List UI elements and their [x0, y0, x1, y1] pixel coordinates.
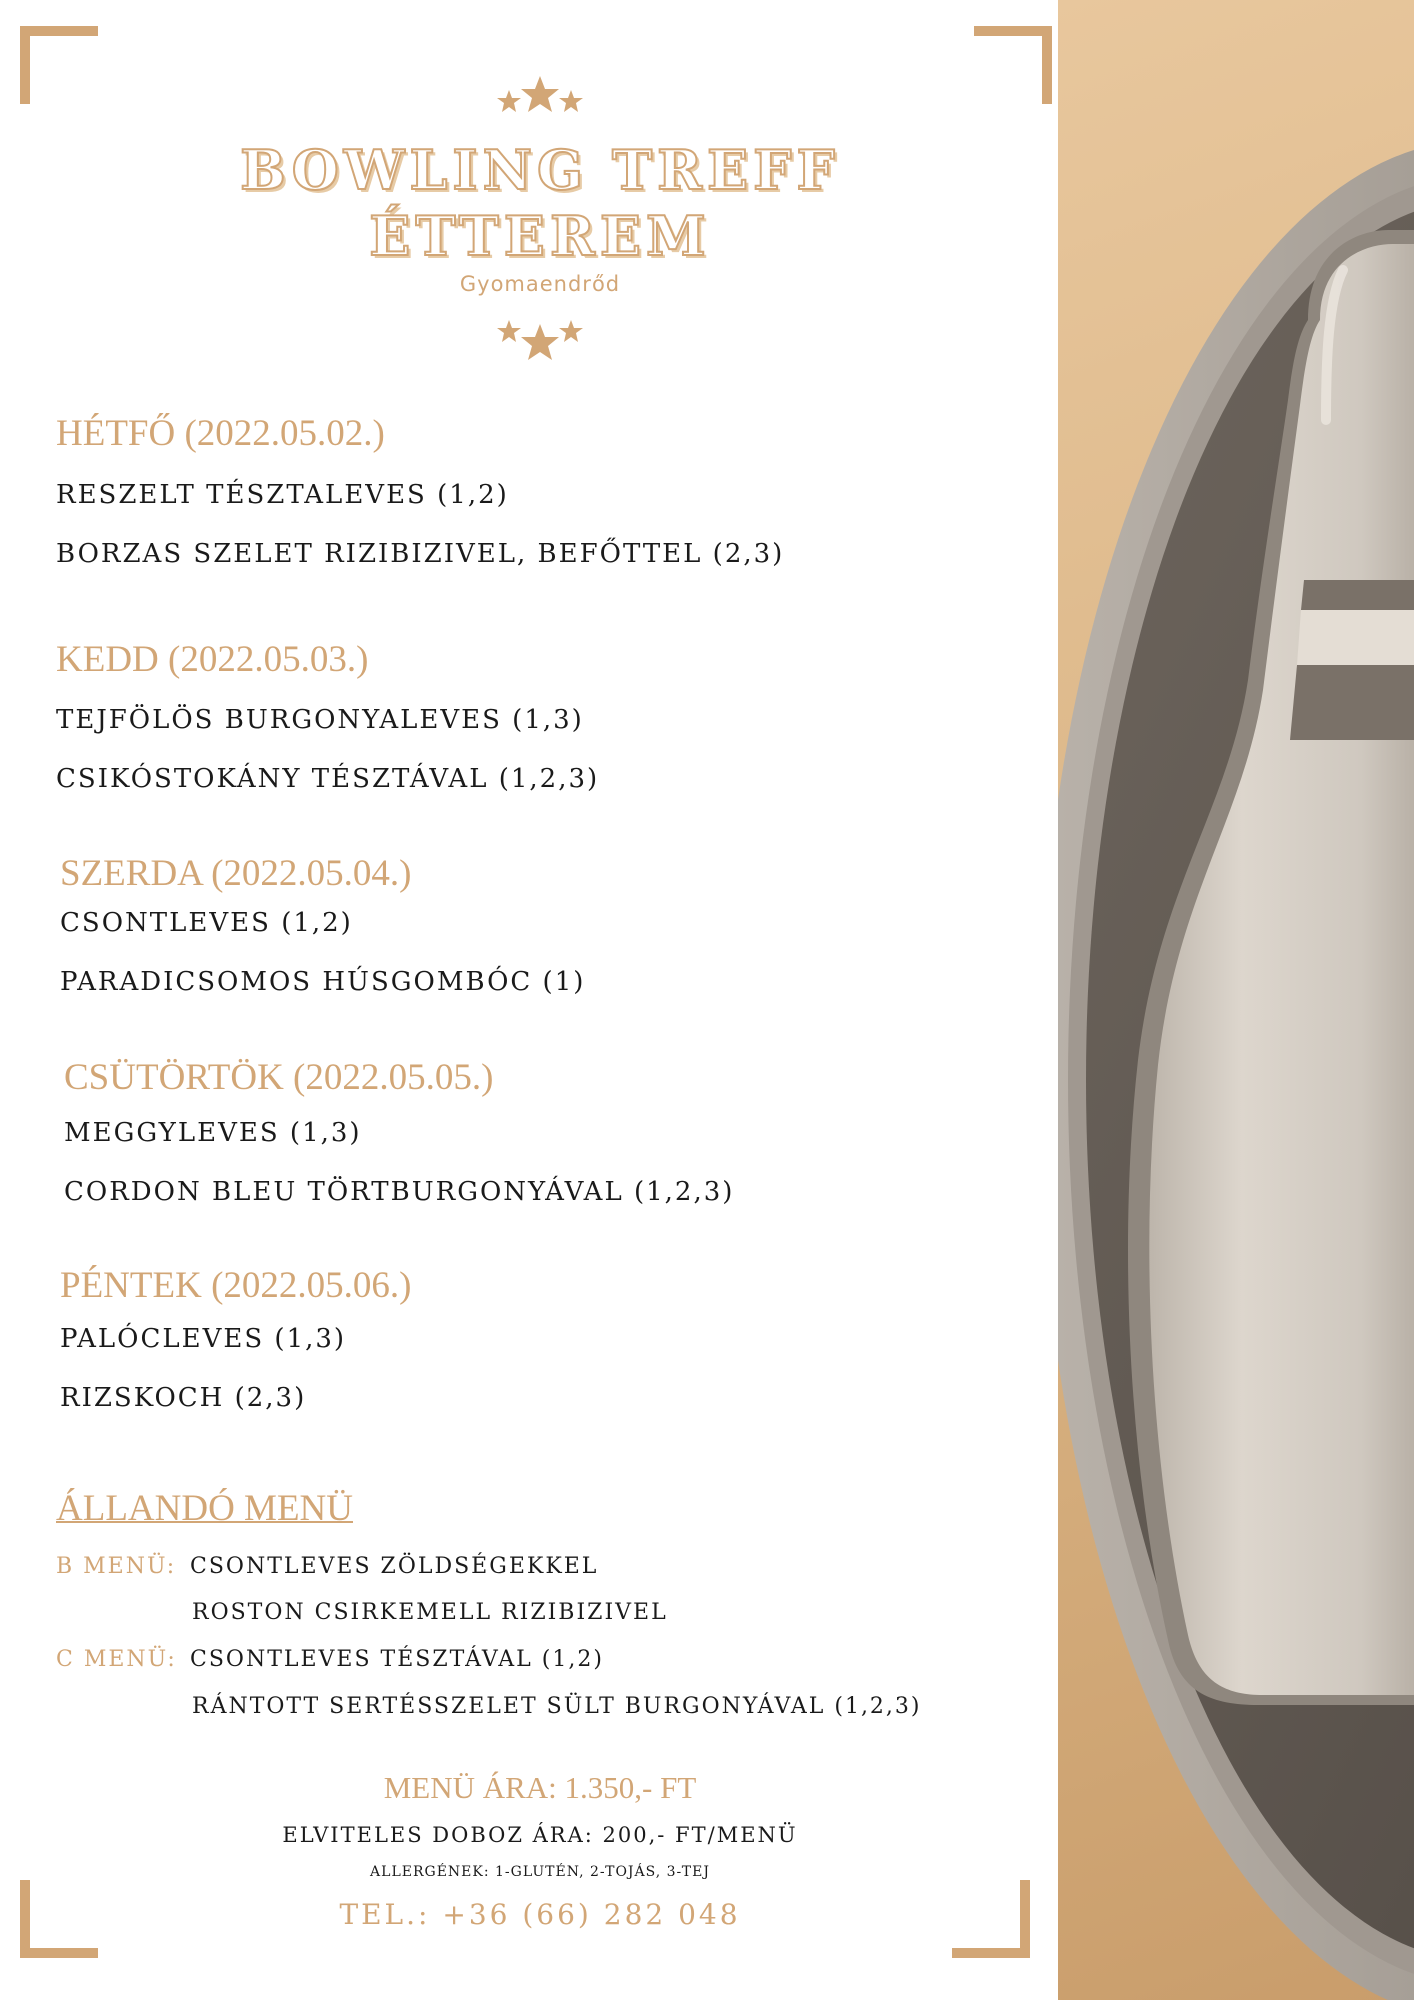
dish-item: BORZAS SZELET RIZIBIZIVEL, BEFŐTTEL (2,3) — [56, 539, 785, 569]
menu-price: MENÜ ÁRA: 1.350,- FT — [383, 1770, 697, 1805]
menu-b-label: B MENÜ: — [56, 1554, 177, 1579]
bowling-pin-panel — [1058, 0, 1414, 2000]
dish-item: PALÓCLEVES (1,3) — [60, 1324, 347, 1354]
bowling-pin-icon — [1058, 0, 1414, 2000]
menu-item: ROSTON CSIRKEMELL RIZIBIZIVEL — [192, 1600, 668, 1625]
allergen-legend: ALLERGÉNEK: 1-GLUTÉN, 2-TOJÁS, 3-TEJ — [370, 1864, 710, 1880]
day-heading-wednesday: SZERDA (2022.05.04.) — [60, 853, 412, 894]
dish-item: MEGGYLEVES (1,3) — [64, 1118, 362, 1148]
day-heading-monday: HÉTFŐ (2022.05.02.) — [56, 413, 385, 454]
dish-item: CSONTLEVES (1,2) — [60, 908, 353, 938]
star-icon — [495, 74, 585, 118]
phone-number: TEL.: +36 (66) 282 048 — [339, 1898, 741, 1931]
menu-item: RÁNTOTT SERTÉSSZELET SÜLT BURGONYÁVAL (1,2,3) — [192, 1694, 922, 1719]
restaurant-location: Gyomaendrőd — [459, 272, 621, 296]
restaurant-title-line2: ÉTTEREM — [369, 204, 711, 268]
dish-item: PARADICSOMOS HÚSGOMBÓC (1) — [60, 967, 586, 997]
corner-bracket-top-left — [20, 26, 98, 104]
takeaway-box-price: ELVITELES DOBOZ ÁRA: 200,- FT/MENÜ — [282, 1823, 798, 1847]
dish-item: TEJFÖLÖS BURGONYALEVES (1,3) — [56, 705, 584, 735]
menu-item: CSONTLEVES ZÖLDSÉGEKKEL — [190, 1554, 599, 1579]
dish-item: RIZSKOCH (2,3) — [60, 1383, 307, 1413]
dish-item: RESZELT TÉSZTALEVES (1,2) — [56, 480, 509, 510]
day-heading-friday: PÉNTEK (2022.05.06.) — [60, 1265, 412, 1306]
dish-item: CSIKÓSTOKÁNY TÉSZTÁVAL (1,2,3) — [56, 764, 600, 794]
day-heading-tuesday: KEDD (2022.05.03.) — [56, 639, 369, 680]
restaurant-title-line1: BOWLING TREFF — [240, 138, 840, 202]
menu-c-label: C MENÜ: — [56, 1647, 177, 1672]
star-icon — [495, 318, 585, 362]
menu-item: CSONTLEVES TÉSZTÁVAL (1,2) — [190, 1647, 604, 1672]
permanent-menu-title: ÁLLANDÓ MENÜ — [56, 1488, 353, 1529]
dish-item: CORDON BLEU TÖRTBURGONYÁVAL (1,2,3) — [64, 1177, 735, 1207]
day-heading-thursday: CSÜTÖRTÖK (2022.05.05.) — [64, 1057, 494, 1098]
corner-bracket-top-right — [974, 26, 1052, 104]
